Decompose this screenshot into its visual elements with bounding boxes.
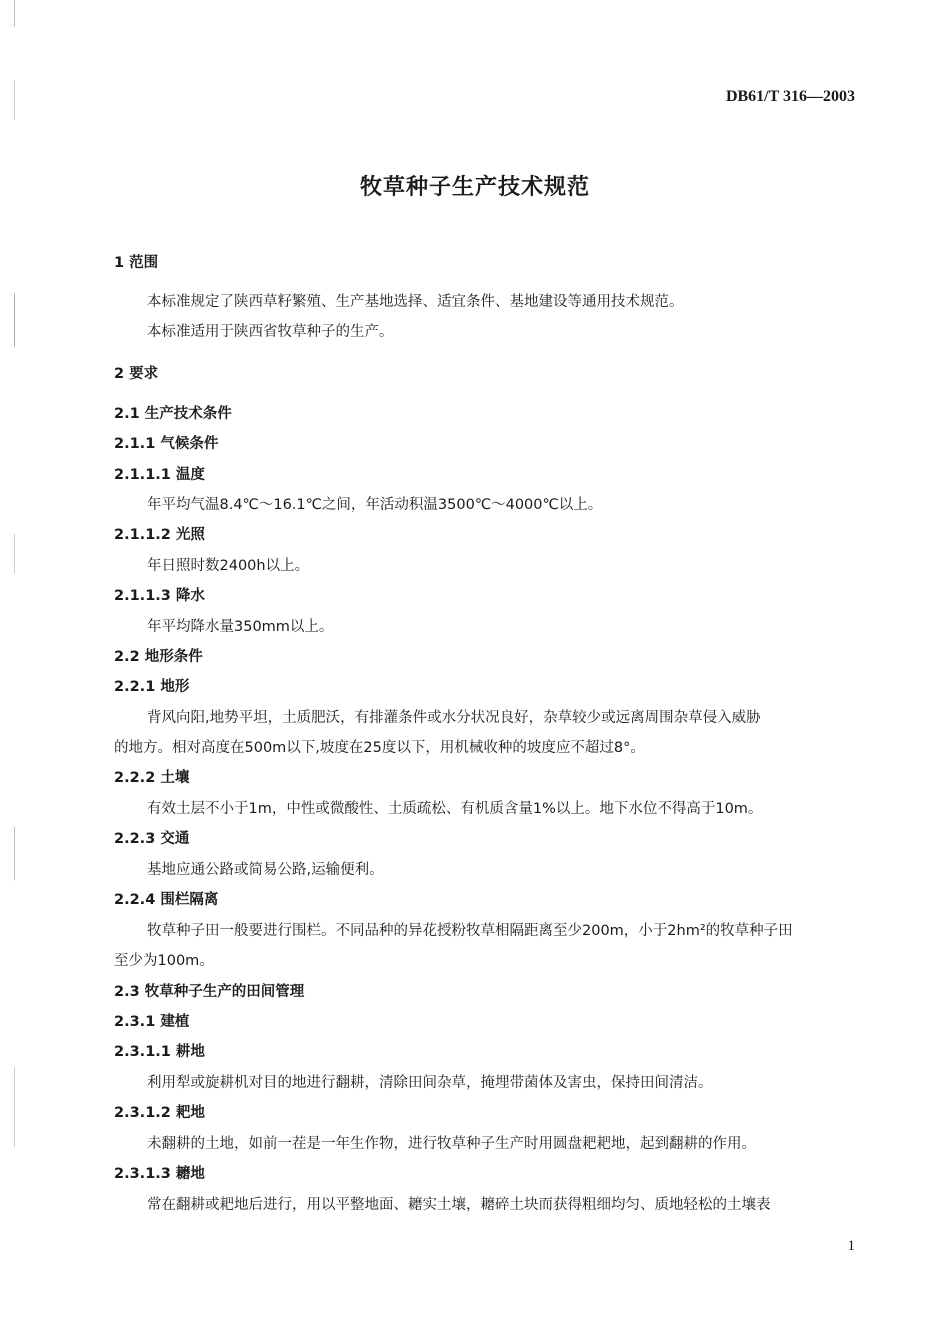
section-heading: 2 要求 bbox=[114, 366, 159, 382]
paragraph: 年日照时数2400h以上。 bbox=[147, 558, 310, 574]
section-heading: 2.1 生产技术条件 bbox=[114, 406, 232, 422]
section-heading: 2.3 牧草种子生产的田间管理 bbox=[114, 984, 305, 1000]
section-heading: 2.3.1 建植 bbox=[114, 1014, 190, 1030]
paragraph: 有效土层不小于1m，中性或微酸性、土质疏松、有机质含量1%以上。地下水位不得高于10m。 bbox=[147, 801, 763, 817]
paragraph: 未翻耕的土地，如前一茬是一年生作物，进行牧草种子生产时用圆盘耙耙地，起到翻耕的作用。 bbox=[147, 1136, 756, 1152]
paragraph: 利用犁或旋耕机对目的地进行翻耕，清除田间杂草，掩埋带菌体及害虫，保持田间清洁。 bbox=[147, 1075, 713, 1091]
standard-code: DB61/T 316—2003 bbox=[725, 88, 855, 105]
page-number: 1 bbox=[847, 1238, 855, 1254]
section-heading: 2.2 地形条件 bbox=[114, 649, 203, 665]
section-heading: 2.3.1.1 耕地 bbox=[114, 1044, 205, 1060]
paragraph: 年平均降水量350mm以上。 bbox=[147, 619, 334, 635]
paragraph: 的地方。相对高度在500m以下,坡度在25度以下，用机械收种的坡度应不超过8°。 bbox=[114, 740, 645, 756]
paragraph: 至少为100m。 bbox=[114, 953, 214, 969]
section-heading: 2.1.1.1 温度 bbox=[114, 467, 205, 483]
section-heading: 1 范围 bbox=[114, 255, 159, 271]
section-heading: 2.1.1.3 降水 bbox=[114, 588, 205, 604]
section-heading: 2.3.1.3 耱地 bbox=[114, 1166, 205, 1182]
paragraph: 牧草种子田一般要进行围栏。不同品种的异花授粉牧草相隔距离至少200m，小于2hm²的牧草种子田 bbox=[147, 923, 793, 939]
paragraph: 基地应通公路或简易公路,运输便利。 bbox=[147, 862, 384, 878]
section-heading: 2.1.1.2 光照 bbox=[114, 527, 205, 543]
section-heading: 2.2.3 交通 bbox=[114, 831, 190, 847]
section-heading: 2.2.2 土壤 bbox=[114, 770, 190, 786]
paragraph: 本标准适用于陕西省牧草种子的生产。 bbox=[147, 324, 394, 340]
paragraph: 常在翻耕或耙地后进行，用以平整地面、耱实土壤，耱碎土块而获得粗细均匀、质地轻松的土壤表 bbox=[147, 1197, 771, 1213]
section-heading: 2.2.4 围栏隔离 bbox=[114, 892, 219, 908]
section-heading: 2.3.1.2 耙地 bbox=[114, 1105, 205, 1121]
section-heading: 2.1.1 气候条件 bbox=[114, 436, 219, 452]
paragraph: 本标准规定了陕西草籽繁殖、生产基地选择、适宜条件、基地建设等通用技术规范。 bbox=[147, 294, 684, 310]
paragraph: 年平均气温8.4℃～16.1℃之间，年活动积温3500℃～4000℃以上。 bbox=[147, 497, 603, 513]
paragraph: 背风向阳,地势平坦，土质肥沃，有排灌条件或水分状况良好，杂草较少或远离周围杂草侵入威胁 bbox=[147, 710, 761, 726]
document-title: 牧草种子生产技术规范 bbox=[359, 175, 590, 200]
section-heading: 2.2.1 地形 bbox=[114, 679, 190, 695]
